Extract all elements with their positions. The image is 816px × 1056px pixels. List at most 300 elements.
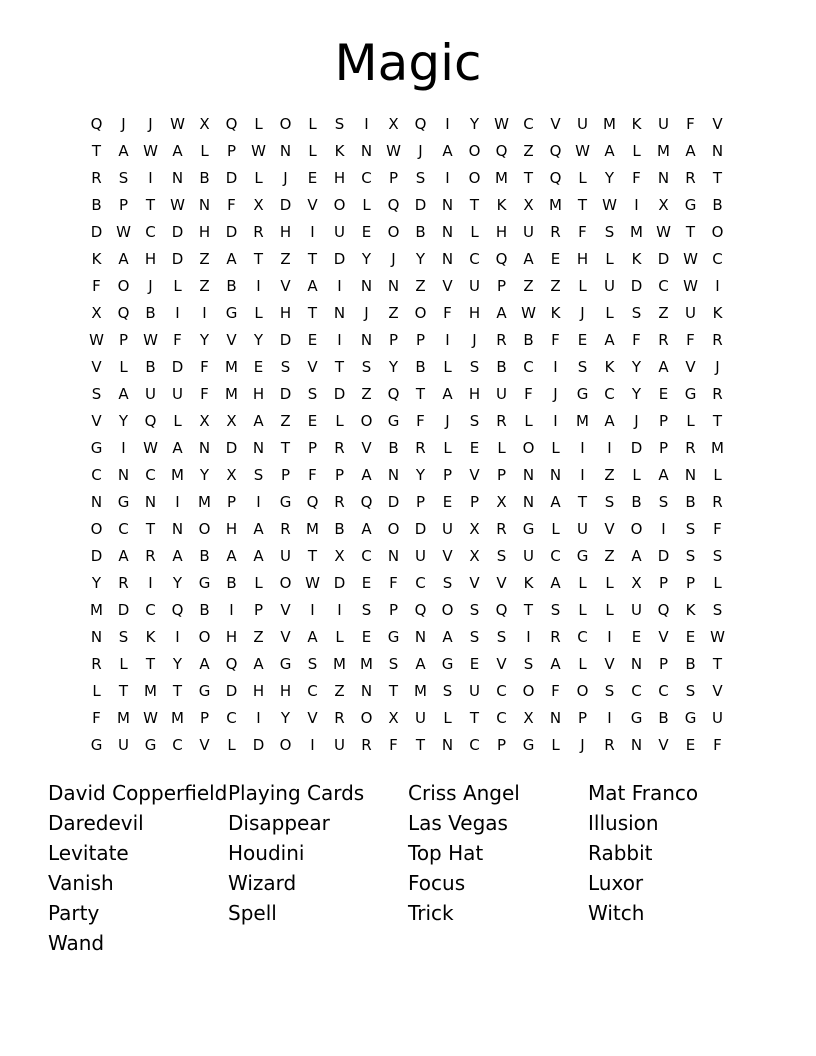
grid-letter: R — [145, 547, 156, 565]
grid-letter: H — [468, 385, 481, 403]
grid-letter: C — [496, 682, 507, 700]
grid-letter: L — [605, 601, 614, 619]
grid-letter: B — [334, 520, 345, 538]
grid-letter: E — [685, 628, 696, 646]
grid-letter: W — [656, 223, 671, 241]
grid-letter: P — [253, 601, 264, 619]
grid-letter: E — [307, 169, 318, 187]
grid-letter: M — [711, 439, 724, 457]
grid-letter: T — [415, 385, 426, 403]
grid-letter: K — [91, 250, 102, 268]
grid-letter: U — [145, 385, 156, 403]
grid-letter: I — [337, 277, 342, 295]
grid-letter: G — [198, 682, 211, 700]
grid-letter: H — [279, 223, 292, 241]
grid-letter: G — [225, 304, 238, 322]
word-list-item: Focus — [408, 871, 466, 895]
grid-letter: A — [442, 628, 453, 646]
grid-letter: C — [307, 682, 318, 700]
grid-letter: I — [148, 574, 153, 592]
grid-letter: V — [280, 628, 291, 646]
grid-letter: I — [202, 304, 207, 322]
grid-letter: I — [715, 277, 720, 295]
word-list-item: Luxor — [588, 871, 644, 895]
grid-letter: R — [415, 439, 426, 457]
word-list-item: Levitate — [48, 841, 129, 865]
grid-letter: T — [523, 169, 534, 187]
grid-letter: R — [685, 439, 696, 457]
grid-letter: S — [361, 601, 372, 619]
grid-letter: W — [143, 709, 158, 727]
grid-letter: A — [253, 412, 264, 430]
grid-letter: V — [226, 331, 237, 349]
grid-letter: L — [713, 466, 722, 484]
grid-letter: P — [469, 493, 480, 511]
grid-letter: I — [256, 493, 261, 511]
grid-letter: H — [468, 304, 481, 322]
grid-letter: N — [360, 142, 373, 160]
grid-letter: F — [92, 277, 101, 295]
grid-letter: T — [145, 655, 156, 673]
grid-letter: L — [578, 169, 587, 187]
grid-letter: R — [280, 520, 291, 538]
grid-letter: P — [577, 709, 588, 727]
grid-letter: F — [389, 574, 398, 592]
grid-row — [83, 273, 731, 300]
grid-row — [83, 111, 731, 138]
grid-letter: L — [605, 574, 614, 592]
grid-row — [83, 300, 731, 327]
grid-letter: N — [360, 277, 373, 295]
grid-letter: A — [658, 466, 669, 484]
grid-letter: L — [200, 142, 209, 160]
grid-letter: C — [550, 547, 561, 565]
grid-letter: C — [712, 250, 723, 268]
grid-letter: M — [198, 493, 211, 511]
grid-letter: N — [171, 520, 184, 538]
grid-letter: D — [657, 250, 670, 268]
grid-letter: L — [551, 439, 560, 457]
grid-letter: U — [496, 385, 507, 403]
grid-letter: V — [658, 736, 669, 754]
grid-letter: I — [256, 709, 261, 727]
grid-letter: R — [334, 709, 345, 727]
grid-letter: Z — [523, 277, 534, 295]
grid-letter: F — [200, 358, 209, 376]
grid-letter: F — [632, 331, 641, 349]
grid-letter: O — [279, 736, 292, 754]
grid-letter: Z — [253, 628, 264, 646]
grid-letter: H — [279, 304, 292, 322]
grid-letter: S — [712, 547, 723, 565]
grid-letter: D — [279, 196, 292, 214]
grid-row — [83, 732, 731, 759]
grid-letter: F — [308, 466, 317, 484]
grid-letter: Z — [280, 250, 291, 268]
grid-letter: I — [364, 115, 369, 133]
grid-letter: B — [199, 169, 210, 187]
grid-letter: Q — [117, 304, 130, 322]
grid-letter: T — [577, 493, 588, 511]
grid-letter: L — [92, 682, 101, 700]
grid-letter: B — [388, 439, 399, 457]
grid-letter: W — [494, 115, 509, 133]
grid-letter: W — [251, 142, 266, 160]
grid-letter: V — [469, 574, 480, 592]
grid-letter: M — [630, 223, 643, 241]
grid-letter: V — [658, 628, 669, 646]
grid-letter: S — [442, 682, 453, 700]
grid-letter: S — [604, 493, 615, 511]
grid-letter: A — [361, 520, 372, 538]
grid-letter: V — [685, 358, 696, 376]
grid-letter: I — [229, 601, 234, 619]
grid-letter: Z — [199, 277, 210, 295]
grid-letter: P — [226, 493, 237, 511]
grid-letter: T — [469, 196, 480, 214]
grid-letter: A — [226, 250, 237, 268]
grid-letter: U — [631, 601, 642, 619]
grid-letter: J — [580, 736, 585, 754]
grid-letter: X — [658, 196, 669, 214]
grid-letter: B — [226, 574, 237, 592]
grid-letter: C — [145, 601, 156, 619]
grid-letter: I — [634, 196, 639, 214]
grid-letter: S — [523, 655, 534, 673]
grid-letter: M — [117, 709, 130, 727]
grid-letter: Q — [549, 142, 562, 160]
grid-letter: V — [280, 601, 291, 619]
grid-letter: S — [685, 682, 696, 700]
grid-letter: Q — [495, 142, 508, 160]
grid-letter: B — [523, 331, 534, 349]
grid-letter: U — [415, 709, 426, 727]
grid-letter: B — [712, 196, 723, 214]
grid-letter: N — [441, 250, 454, 268]
grid-letter: Z — [604, 466, 615, 484]
grid-letter: A — [415, 655, 426, 673]
grid-letter: A — [631, 547, 642, 565]
grid-letter: B — [658, 709, 669, 727]
grid-letter: L — [578, 574, 587, 592]
grid-letter: B — [415, 358, 426, 376]
grid-letter: W — [89, 331, 104, 349]
grid-letter: L — [686, 412, 695, 430]
grid-letter: F — [686, 331, 695, 349]
grid-letter: Y — [253, 331, 264, 349]
grid-letter: X — [388, 709, 399, 727]
grid-letter: W — [143, 142, 158, 160]
grid-letter: A — [118, 385, 129, 403]
word-list-item: Spell — [228, 901, 277, 925]
grid-letter: E — [658, 385, 669, 403]
grid-letter: R — [361, 736, 372, 754]
grid-row — [83, 597, 731, 624]
grid-letter: U — [442, 520, 453, 538]
grid-letter: V — [91, 358, 102, 376]
grid-letter: T — [118, 682, 129, 700]
grid-letter: Q — [225, 115, 238, 133]
grid-letter: A — [199, 655, 210, 673]
grid-letter: V — [307, 196, 318, 214]
grid-letter: D — [657, 547, 670, 565]
grid-letter: D — [279, 385, 292, 403]
grid-letter: I — [310, 223, 315, 241]
grid-letter: R — [604, 736, 615, 754]
grid-letter: G — [522, 736, 535, 754]
grid-letter: B — [91, 196, 102, 214]
grid-letter: L — [308, 115, 317, 133]
grid-letter: P — [415, 331, 426, 349]
grid-letter: G — [684, 709, 697, 727]
grid-row — [83, 624, 731, 651]
grid-letter: M — [171, 709, 184, 727]
grid-letter: L — [578, 277, 587, 295]
grid-letter: D — [225, 682, 238, 700]
grid-letter: H — [252, 385, 265, 403]
grid-letter: L — [470, 223, 479, 241]
grid-letter: V — [442, 547, 453, 565]
grid-letter: C — [415, 574, 426, 592]
grid-letter: N — [90, 628, 103, 646]
grid-letter: T — [145, 520, 156, 538]
grid-letter: L — [578, 655, 587, 673]
grid-letter: K — [631, 250, 642, 268]
grid-letter: I — [310, 736, 315, 754]
grid-letter: N — [684, 466, 697, 484]
grid-letter: D — [117, 601, 130, 619]
grid-letter: J — [472, 331, 477, 349]
grid-letter: T — [253, 250, 264, 268]
grid-letter: C — [226, 709, 237, 727]
grid-letter: L — [173, 277, 182, 295]
grid-letter: O — [387, 223, 400, 241]
grid-letter: B — [226, 277, 237, 295]
grid-letter: T — [280, 439, 291, 457]
grid-letter: A — [118, 547, 129, 565]
word-list-item: Criss Angel — [408, 781, 520, 805]
grid-letter: O — [360, 412, 373, 430]
grid-letter: G — [198, 574, 211, 592]
grid-letter: O — [711, 223, 724, 241]
grid-letter: L — [524, 412, 533, 430]
grid-letter: Q — [144, 412, 157, 430]
grid-row — [83, 246, 731, 273]
grid-letter: B — [415, 223, 426, 241]
grid-letter: F — [713, 520, 722, 538]
grid-letter: D — [171, 358, 184, 376]
grid-letter: A — [604, 142, 615, 160]
grid-letter: C — [604, 385, 615, 403]
grid-letter: M — [576, 412, 589, 430]
grid-letter: V — [307, 709, 318, 727]
grid-letter: D — [333, 385, 346, 403]
grid-letter: N — [522, 466, 535, 484]
grid-letter: O — [414, 304, 427, 322]
grid-letter: F — [200, 385, 209, 403]
grid-letter: T — [307, 547, 318, 565]
grid-letter: L — [254, 169, 263, 187]
grid-letter: M — [171, 466, 184, 484]
grid-letter: N — [549, 466, 562, 484]
grid-letter: M — [90, 601, 103, 619]
grid-letter: P — [226, 142, 237, 160]
grid-letter: R — [496, 520, 507, 538]
grid-letter: N — [522, 493, 535, 511]
grid-letter: O — [333, 196, 346, 214]
grid-letter: W — [521, 304, 536, 322]
grid-row — [83, 138, 731, 165]
grid-letter: G — [387, 628, 400, 646]
grid-letter: N — [387, 547, 400, 565]
word-list-item: David Copperfield — [48, 781, 228, 805]
grid-letter: X — [469, 520, 480, 538]
grid-letter: I — [148, 169, 153, 187]
grid-letter: I — [310, 601, 315, 619]
grid-letter: U — [118, 736, 129, 754]
grid-letter: E — [550, 250, 561, 268]
grid-letter: V — [469, 466, 480, 484]
grid-letter: L — [551, 736, 560, 754]
grid-letter: N — [387, 466, 400, 484]
grid-letter: D — [414, 196, 427, 214]
grid-letter: O — [522, 682, 535, 700]
grid-letter: E — [685, 736, 696, 754]
grid-letter: Z — [415, 277, 426, 295]
grid-letter: S — [253, 466, 264, 484]
grid-letter: L — [254, 304, 263, 322]
grid-letter: F — [524, 385, 533, 403]
grid-letter: E — [361, 223, 372, 241]
grid-letter: S — [388, 655, 399, 673]
grid-letter: S — [118, 169, 129, 187]
grid-letter: N — [387, 277, 400, 295]
grid-letter: Y — [280, 709, 291, 727]
grid-letter: V — [712, 115, 723, 133]
grid-letter: C — [658, 277, 669, 295]
grid-letter: P — [307, 439, 318, 457]
grid-letter: G — [576, 385, 589, 403]
grid-letter: M — [225, 385, 238, 403]
grid-letter: N — [333, 304, 346, 322]
grid-row — [83, 192, 731, 219]
grid-letter: V — [496, 655, 507, 673]
grid-letter: C — [496, 709, 507, 727]
grid-letter: L — [443, 709, 452, 727]
grid-row — [83, 219, 731, 246]
grid-letter: I — [445, 115, 450, 133]
grid-letter: A — [307, 277, 318, 295]
grid-letter: Q — [360, 493, 373, 511]
grid-letter: L — [173, 412, 182, 430]
grid-letter: D — [90, 547, 103, 565]
grid-letter: S — [685, 547, 696, 565]
grid-letter: D — [630, 277, 643, 295]
word-list-item: Houdini — [228, 841, 305, 865]
grid-letter: F — [389, 736, 398, 754]
grid-letter: Q — [414, 115, 427, 133]
grid-letter: O — [360, 709, 373, 727]
grid-letter: R — [91, 169, 102, 187]
grid-row — [83, 354, 731, 381]
grid-letter: S — [334, 115, 345, 133]
grid-letter: F — [416, 412, 425, 430]
grid-letter: W — [602, 196, 617, 214]
grid-letter: T — [685, 223, 696, 241]
grid-letter: S — [496, 628, 507, 646]
grid-letter: X — [388, 115, 399, 133]
grid-letter: Z — [334, 682, 345, 700]
grid-letter: P — [658, 574, 669, 592]
grid-letter: F — [713, 736, 722, 754]
page-title: Magic — [334, 34, 482, 92]
grid-letter: C — [523, 358, 534, 376]
grid-letter: Y — [604, 169, 615, 187]
grid-letter: C — [658, 682, 669, 700]
grid-letter: N — [441, 223, 454, 241]
grid-letter: P — [658, 655, 669, 673]
grid-letter: Z — [199, 250, 210, 268]
grid-letter: V — [199, 736, 210, 754]
grid-letter: E — [442, 493, 453, 511]
grid-letter: Q — [171, 601, 184, 619]
grid-letter: U — [658, 115, 669, 133]
grid-letter: P — [496, 466, 507, 484]
grid-letter: Q — [549, 169, 562, 187]
grid-letter: A — [361, 466, 372, 484]
grid-letter: T — [307, 250, 318, 268]
grid-letter: P — [280, 466, 291, 484]
grid-letter: B — [685, 655, 696, 673]
grid-letter: C — [145, 223, 156, 241]
grid-letter: S — [712, 601, 723, 619]
grid-letter: E — [307, 331, 318, 349]
grid-letter: A — [550, 655, 561, 673]
grid-letter: K — [631, 115, 642, 133]
grid-letter: Y — [388, 358, 399, 376]
grid-letter: N — [711, 142, 724, 160]
grid-letter: L — [119, 358, 128, 376]
grid-letter: U — [685, 304, 696, 322]
grid-row — [83, 381, 731, 408]
grid-letter: U — [334, 223, 345, 241]
grid-letter: H — [252, 682, 265, 700]
grid-letter: Y — [631, 358, 642, 376]
grid-letter: F — [578, 223, 587, 241]
grid-letter: G — [576, 547, 589, 565]
grid-letter: B — [199, 547, 210, 565]
grid-letter: Z — [604, 547, 615, 565]
grid-letter: V — [712, 682, 723, 700]
grid-letter: X — [226, 412, 237, 430]
grid-letter: V — [550, 115, 561, 133]
grid-letter: O — [117, 277, 130, 295]
grid-letter: P — [496, 277, 507, 295]
grid-letter: T — [388, 682, 399, 700]
grid-letter: T — [415, 736, 426, 754]
grid-letter: N — [630, 655, 643, 673]
grid-letter: A — [523, 250, 534, 268]
grid-letter: E — [361, 628, 372, 646]
grid-letter: K — [712, 304, 723, 322]
grid-letter: Y — [361, 250, 372, 268]
grid-letter: S — [631, 304, 642, 322]
grid-letter: C — [577, 628, 588, 646]
grid-letter: X — [199, 412, 210, 430]
grid-letter: R — [91, 655, 102, 673]
grid-letter: N — [198, 196, 211, 214]
grid-letter: L — [713, 574, 722, 592]
